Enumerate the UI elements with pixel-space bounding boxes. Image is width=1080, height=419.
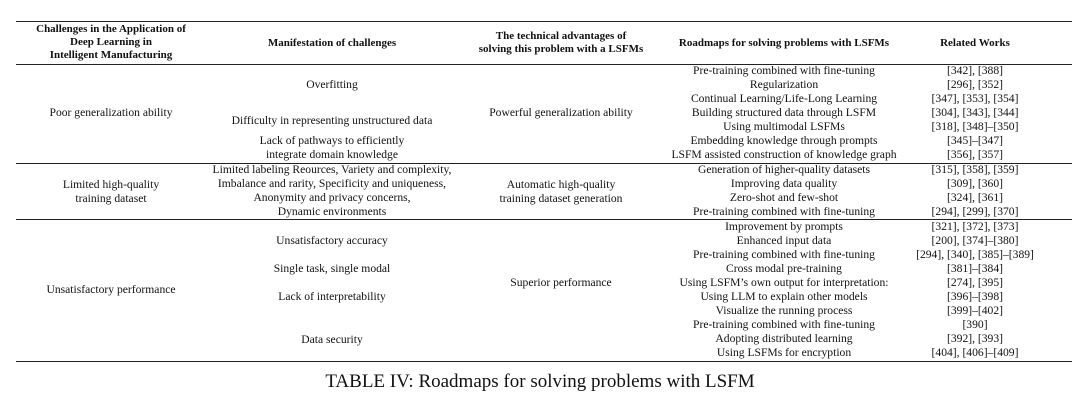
roadmap-cell: Enhanced input data xyxy=(736,234,832,247)
manifestation-cell: Imbalance and rarity, Specificity and uniqueness, xyxy=(217,177,447,190)
header-challenges-line: Deep Learning in xyxy=(70,36,152,48)
roadmap-cell: Pre-training combined with fine-tuning xyxy=(693,205,875,218)
roadmap-cell: Pre-training combined with fine-tuning xyxy=(693,248,875,261)
roadmap-cell: Pre-training combined with fine-tuning xyxy=(693,318,875,331)
challenge-cell: Unsatisfactory performance xyxy=(46,283,176,296)
related-works-cell: [356], [357] xyxy=(946,148,1004,161)
related-works-cell: [294], [299], [370] xyxy=(931,205,1019,218)
roadmap-cell: Using LLM to explain other models xyxy=(700,290,868,303)
table-caption: TABLE IV: Roadmaps for solving problems with LSFM xyxy=(325,371,755,392)
roadmap-cell: Building structured data through LSFM xyxy=(691,106,877,119)
manifestation-cell: integrate domain knowledge xyxy=(266,148,398,161)
related-works-cell: [321], [372], [373] xyxy=(931,220,1019,233)
header-advantages-line: solving this problem with a LSFMs xyxy=(478,43,644,55)
roadmap-cell: Regularization xyxy=(749,78,819,91)
roadmap-cell: Adopting distributed learning xyxy=(715,332,853,345)
manifestation-cell: Unsatisfactory accuracy xyxy=(276,234,388,247)
manifestation-cell: Lack of interpretability xyxy=(278,290,386,303)
advantage-cell: Automatic high-quality xyxy=(506,178,616,191)
manifestation-cell: Anonymity and privacy concerns, xyxy=(253,191,411,204)
roadmap-cell: Using multimodal LSFMs xyxy=(723,120,845,133)
roadmap-cell: Pre-training combined with fine-tuning xyxy=(693,64,875,77)
related-works-cell: [404], [406]–[409] xyxy=(931,346,1019,359)
related-works-cell: [318], [348]–[350] xyxy=(931,120,1019,133)
advantage-cell: training dataset generation xyxy=(499,192,623,205)
related-works-cell: [390] xyxy=(962,318,988,331)
related-works-cell: [274], [395] xyxy=(946,276,1004,289)
advantage-cell: Superior performance xyxy=(510,276,612,289)
related-works-cell: [309], [360] xyxy=(946,177,1004,190)
challenge-cell: Limited high-quality xyxy=(62,178,160,191)
roadmap-cell: Using LSFMs for encryption xyxy=(716,346,852,359)
advantage-cell: Powerful generalization ability xyxy=(489,106,633,119)
related-works-cell: [296], [352] xyxy=(946,78,1004,91)
table-bottom-rule xyxy=(16,361,1072,362)
roadmap-cell: Visualize the running process xyxy=(715,304,853,317)
related-works-cell: [347], [353], [354] xyxy=(931,92,1019,105)
header-rule xyxy=(16,64,1072,65)
roadmap-cell: Improving data quality xyxy=(730,177,838,190)
manifestation-cell: Single task, single modal xyxy=(273,262,391,275)
related-works-cell: [396]–[398] xyxy=(946,290,1004,303)
related-works-cell: [200], [374]–[380] xyxy=(931,234,1019,247)
challenge-cell: Poor generalization ability xyxy=(49,106,173,119)
group-rule-2 xyxy=(16,219,1072,220)
header-challenges-line: Challenges in the Application of xyxy=(36,23,186,35)
related-works-cell: [315], [358], [359] xyxy=(931,163,1019,176)
manifestation-cell: Dynamic environments xyxy=(277,205,387,218)
related-works-cell: [304], [343], [344] xyxy=(931,106,1019,119)
manifestation-cell: Lack of pathways to efficiently xyxy=(259,134,405,147)
roadmap-cell: Improvement by prompts xyxy=(725,220,843,233)
manifestation-cell: Data security xyxy=(301,333,363,346)
related-works-cell: [392], [393] xyxy=(946,332,1004,345)
related-works-cell: [324], [361] xyxy=(946,191,1004,204)
related-works-cell: [342], [388] xyxy=(946,64,1004,77)
header-roadmaps: Roadmaps for solving problems with LSFMs xyxy=(678,37,890,49)
group-rule-1 xyxy=(16,163,1072,164)
roadmap-cell: Embedding knowledge through prompts xyxy=(690,134,878,147)
roadmap-cell: Cross modal pre-training xyxy=(726,262,842,275)
manifestation-cell: Limited labeling Reources, Variety and complexity, xyxy=(212,163,452,176)
related-works-cell: [399]–[402] xyxy=(946,304,1004,317)
roadmap-cell: Continual Learning/Life-Long Learning xyxy=(690,92,878,105)
header-related-works: Related Works xyxy=(940,37,1010,49)
related-works-cell: [294], [340], [385]–[389] xyxy=(916,248,1034,261)
roadmap-cell: Generation of higher-quality datasets xyxy=(697,163,871,176)
manifestation-cell: Difficulty in representing unstructured data xyxy=(231,114,433,127)
manifestation-cell: Overfitting xyxy=(306,78,358,91)
header-manifestation: Manifestation of challenges xyxy=(267,37,397,49)
header-challenges-line: Intelligent Manufacturing xyxy=(49,49,173,61)
roadmap-cell: LSFM assisted construction of knowledge graph xyxy=(671,148,897,161)
related-works-cell: [345]–[347] xyxy=(946,134,1004,147)
roadmap-cell: Using LSFM’s own output for interpretation: xyxy=(679,276,889,289)
roadmap-cell: Zero-shot and few-shot xyxy=(729,191,839,204)
header-advantages-line: The technical advantages of xyxy=(495,30,627,42)
challenge-cell: training dataset xyxy=(75,192,147,205)
related-works-cell: [381]–[384] xyxy=(946,262,1004,275)
